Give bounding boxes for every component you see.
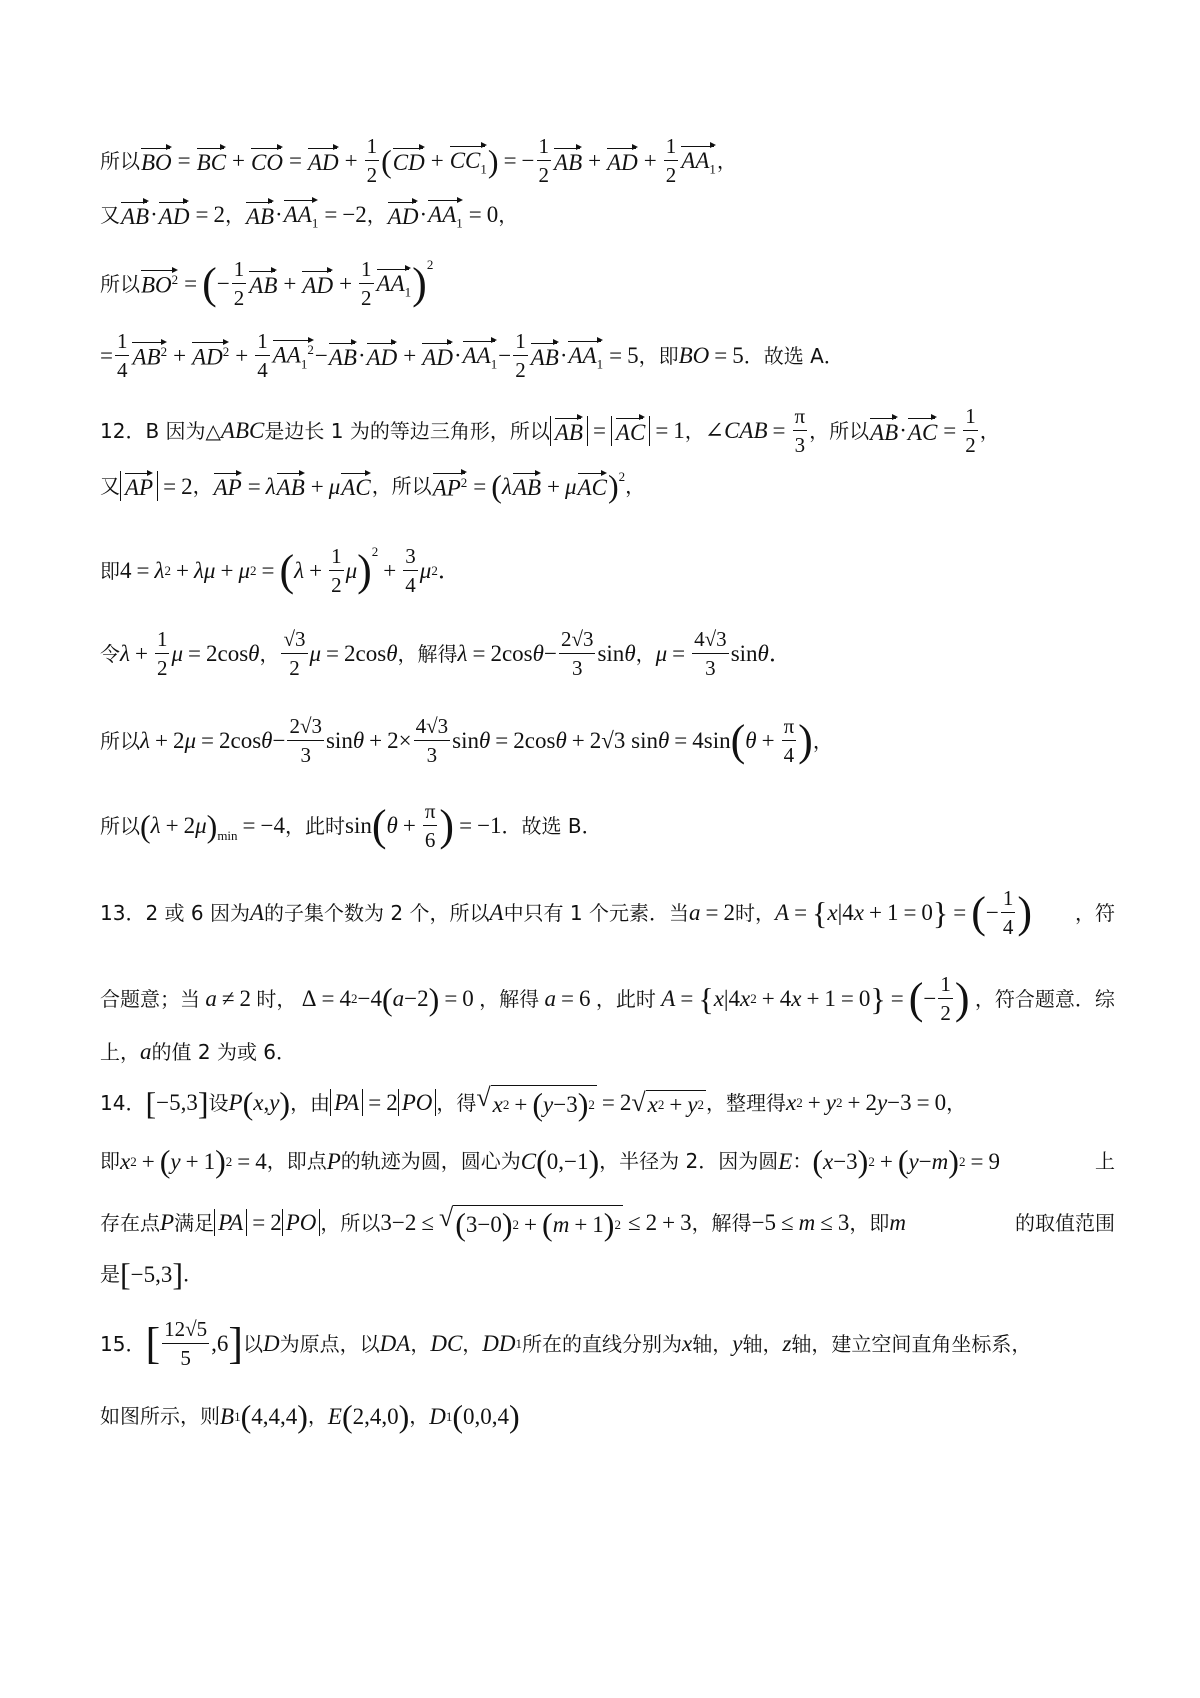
text: ， xyxy=(462,1331,483,1356)
text: ，此时 xyxy=(595,986,656,1011)
text: 设 xyxy=(208,1090,229,1115)
text: ，整理得 xyxy=(706,1090,787,1115)
text: ，此时 xyxy=(285,813,346,838)
text: 又 xyxy=(100,474,120,498)
text: 的子集个数为 2 个，所以 xyxy=(264,900,490,925)
text: 的取值范围 xyxy=(1015,1210,1115,1235)
text: 合题意；当 xyxy=(100,986,200,1011)
text: ， xyxy=(410,1331,431,1356)
text: ， xyxy=(307,1404,328,1428)
text: ，所以 xyxy=(809,418,870,443)
text: 存在点 xyxy=(100,1210,160,1235)
text: ，解得 xyxy=(397,641,458,666)
text: 满足 xyxy=(174,1210,215,1235)
text: ， xyxy=(259,641,280,666)
text: 所以 xyxy=(100,271,140,296)
line-problem-14-answer: 是 [ −5,3 ] ． xyxy=(100,1256,204,1292)
text: ， xyxy=(625,474,646,498)
text: ，解得 xyxy=(479,986,540,1011)
text: 所以 xyxy=(100,728,140,753)
text: 时， xyxy=(256,986,297,1011)
text: 所在的直线分别为 xyxy=(522,1331,683,1356)
problem-number: 13．2 或 6 因为 xyxy=(100,900,250,925)
line-minimum: 所以 ( λ + 2 μ ) $_{min}$ = −4 ，此时 sin ( θ + $\frac{\pi}{6}$ ) = −1 ．故选 B． xyxy=(100,799,602,853)
text: ， xyxy=(812,728,833,753)
text: ， xyxy=(684,418,705,443)
text: 的值 2 为或 6． xyxy=(151,1039,297,1064)
text: ， xyxy=(366,202,387,227)
line-bo-squared: 所以 $BO^2$ = ( − $\frac{1}{2}$ AB + AD + $\frac{1}{2}$ $AA_1$ ) $^2$ xyxy=(100,257,434,311)
text: 轴， xyxy=(742,1331,783,1356)
text: 所以 xyxy=(100,148,140,173)
text: 上， xyxy=(100,1039,140,1064)
text: 为原点，以 xyxy=(279,1331,380,1356)
text: 即 xyxy=(100,558,120,583)
line-problem-15: 15． [ $\frac{12√5}{5}$ ,6 ] 以 D 为原点，以 DA ， DC ， DD 1 所在的直线分别为 x 轴， y 轴， z 轴，建立空间直角坐标系， xyxy=(100,1317,1032,1371)
text: ，即 xyxy=(638,343,679,368)
text: 令 xyxy=(100,641,120,666)
text: 即 xyxy=(100,1149,120,1173)
line-ap: 又 AP = 2 ， AP = λ AB + μ AC ，所以 $AP^2$ = ( λ AB + μ AC ) $^2$ ， xyxy=(100,468,646,504)
text: 是 xyxy=(100,1262,120,1286)
text: ，解得 xyxy=(691,1210,752,1235)
text: ， xyxy=(946,1090,967,1115)
line-problem-13: 13．2 或 6 因为 A 的子集个数为 2 个，所以 A 中只有 1 个元素．当 a = 2 时， A = { x |4 x + 1 = 0 } = ( − $\frac{1}{4}$ ) ，符 xyxy=(100,886,1115,940)
text: ， xyxy=(635,641,656,666)
text: 中只有 1 个元素．当 xyxy=(503,900,690,925)
text: 轴，建立空间直角坐标系， xyxy=(791,1331,1032,1356)
line-problem-13-case2: 合题意；当 a ≠ 2 时， Δ = 4 2 −4 ( a −2 ) = 0 ，解得 a = 6 ，此时 A = { x |4 x 2 + 4 x + 1 = 0 } = ( − $\frac{1}{2}$ ) ，符合题意．综 xyxy=(100,972,1115,1026)
line-problem-14: 14． [ −5,3 ] 设 P ( x , y ) ，由 PA = 2 PO ，得 √ x 2 + ( y −3 ) 2 = 2 √ x 2 + y 2 ，整理得 x 2 + y 2 + 2 y −3 = 0 ， xyxy=(100,1083,967,1122)
text: ，即点 xyxy=(266,1149,327,1173)
text: ．故选 A． xyxy=(743,343,844,368)
text: 时， xyxy=(735,900,775,925)
line-dot-products: 又 AB · AD = 2 ， AB · $AA_1$ = −2 ， AD · $AA_1$ = 0 ， xyxy=(100,202,519,231)
text: ， xyxy=(716,148,737,173)
problem-number: 12．B 因为△ xyxy=(100,418,221,443)
text: ． xyxy=(183,1262,204,1286)
text: ，符 xyxy=(1075,900,1115,925)
text: ，得 xyxy=(436,1090,477,1115)
text: ．故选 B． xyxy=(501,813,602,838)
text: 所以 xyxy=(100,813,140,838)
text: ， xyxy=(979,418,1000,443)
text: ，所以 xyxy=(320,1210,381,1235)
problem-number: 15． xyxy=(100,1331,146,1356)
text: ，符合题意．综 xyxy=(974,986,1115,1011)
text: ，半径为 2．因为圆 xyxy=(599,1149,779,1173)
line-problem-12: 12．B 因为△ ABC 是边长 1 为的等边三角形，所以 AB = AC = 1 ， ∠ CAB = $\frac{\pi}{3}$ ，所以 AB · AC = $\frac{1}{2}$ ， xyxy=(100,404,1000,458)
line-bo-result: = $\frac{1}{4}$ $AB^2$ + $AD^2$ + $\frac{1}{4}$ $AA_1^2$ − AB · AD + AD · $AA_1$ − $\frac{1}{2}$ AB · $AA_1$ = 5 ，即 BO = 5 ．故选 A． xyxy=(100,329,844,383)
line-problem-15-coords: 如图所示，则 B 1 ( 4,4,4 ) ， E ( 2,4,0 ) ， D 1 ( 0,0,4 ) xyxy=(100,1398,520,1434)
text: 如图所示，则 xyxy=(100,1404,220,1428)
line-bo-expression xyxy=(100,135,737,186)
text: 以 xyxy=(243,1331,264,1356)
text: 是边长 1 为的等边三角形，所以 xyxy=(264,418,550,443)
line-lambda-mu: 即 4 = λ 2 + λμ + μ 2 = ( λ + $\frac{1}{2}$ μ ) $^2$ + $\frac{3}{4}$ μ 2 ． xyxy=(100,544,461,598)
text: ， xyxy=(192,474,213,498)
text: ， xyxy=(409,1404,430,1428)
line-lambda-2mu: 所以 λ + 2 μ = 2cos θ − $\frac{2√3}{3}$ sin θ + 2× $\frac{4√3}{3}$ sin θ = 2cos θ + 2√3 sin θ = 4sin ( θ + $\frac{\pi}{4}$ ) ， xyxy=(100,714,833,768)
text: 轴， xyxy=(692,1331,733,1356)
line-substitution: 令 λ + $\frac{1}{2}$ μ = 2cos θ ， $\frac{√3}{2}$ μ = 2cos θ ，解得 λ = 2cos θ − $\frac{2√3}{3}$ sin θ ， μ = $\frac{4√3}{3}$ sin θ ． xyxy=(100,627,792,681)
formula: BO = BC + CO = AD + $\frac{1}{2}$ ( CD + $CC_1$ ) = − $\frac{1}{2}$ AB + AD + $\frac{1}{2}$ $AA_1$ xyxy=(141,134,716,188)
text: 的轨迹为圆，圆心为 xyxy=(340,1149,521,1173)
text: 又 xyxy=(100,202,120,227)
text: ，即 xyxy=(849,1210,890,1235)
problem-number: 14． xyxy=(100,1090,146,1115)
text: ， xyxy=(498,202,519,227)
line-problem-14-condition: 存在点 P 满足 PA = 2 PO ，所以 3−2 ≤ √ ( 3−0 ) 2 + ( m + 1 ) 2 ≤ 2 + 3 ，解得 −5 ≤ m ≤ 3 ，即 m 的取值范围 xyxy=(100,1203,1115,1242)
line-problem-13-conclusion: 上， a 的值 2 为或 6． xyxy=(100,1039,297,1064)
text: ，所以 xyxy=(371,474,432,498)
text: ， xyxy=(224,202,245,227)
line-problem-14-circle: 即 x 2 + ( y + 1 ) 2 = 4 ，即点 P 的轨迹为圆，圆心为 C ( 0,−1 ) ，半径为 2．因为圆 E ： ( x −3 ) 2 + ( y − m ) 2 = 9 上 xyxy=(100,1143,1115,1179)
text: ，由 xyxy=(290,1090,331,1115)
text: 上 xyxy=(1095,1149,1115,1173)
text: ： xyxy=(792,1149,813,1173)
